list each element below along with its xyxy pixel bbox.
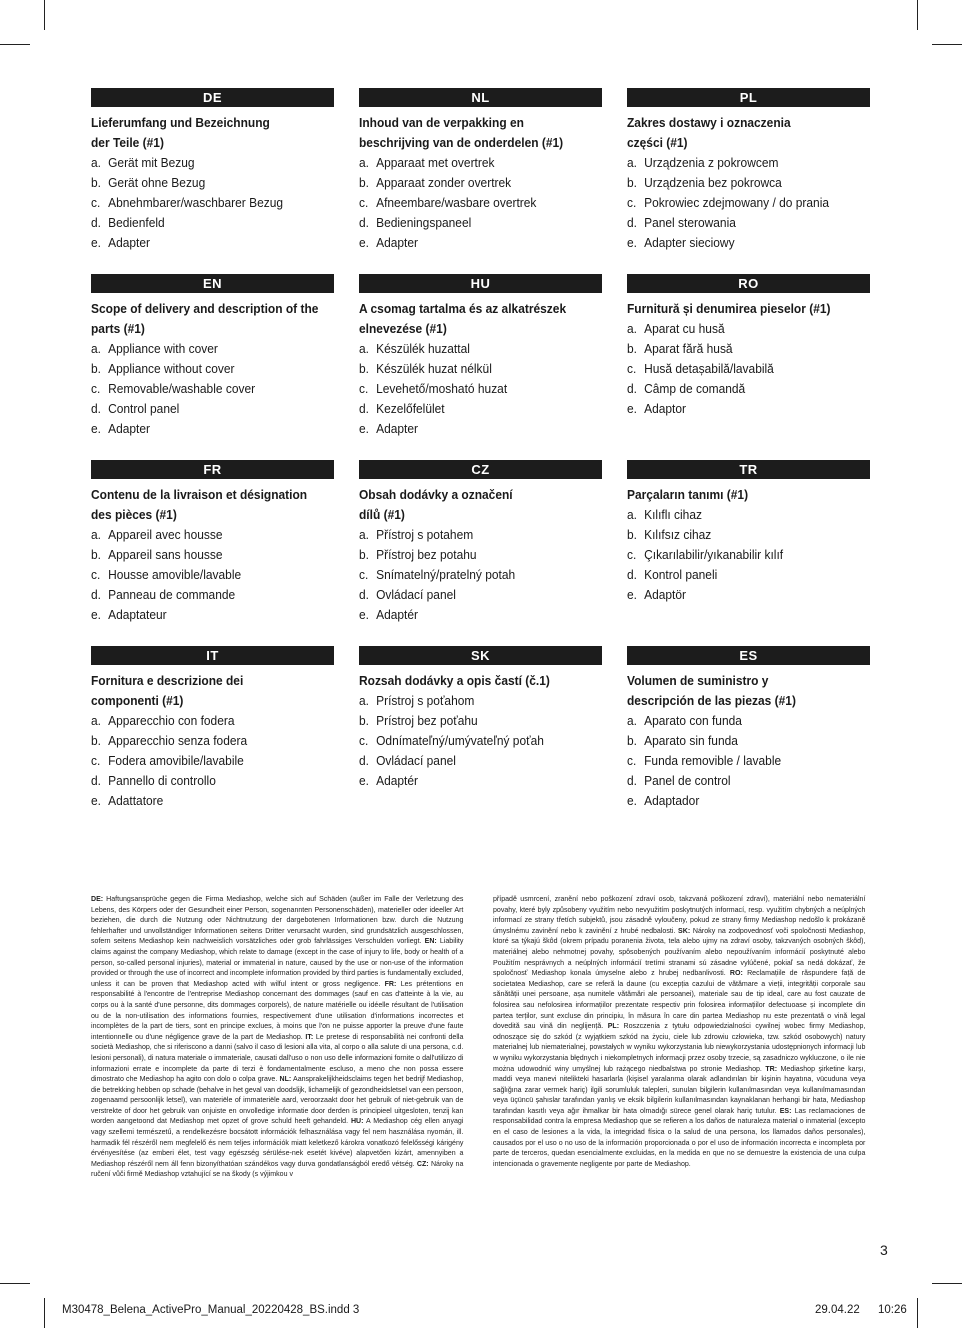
section-title-line: Zakres dostawy i oznaczenia	[627, 115, 791, 130]
list-item	[91, 173, 334, 193]
item-label: Apparecchio con fodera	[108, 713, 235, 728]
block-hu	[359, 274, 602, 439]
item-letter: d.	[359, 753, 369, 768]
section-title	[627, 113, 870, 153]
item-letter: e.	[627, 587, 637, 602]
item-label: Adaptér	[376, 607, 419, 622]
item-letter: c.	[91, 195, 101, 210]
item-letter: a.	[359, 527, 369, 542]
item-label: Appareil avec housse	[108, 527, 223, 542]
section-title-line: descripción de las piezas (#1)	[627, 693, 796, 708]
footer-date: 29.04.22	[815, 1304, 860, 1316]
list-item	[91, 791, 334, 811]
item-letter: e.	[91, 235, 101, 250]
list-item	[359, 585, 602, 605]
language-header: HU	[359, 274, 602, 293]
item-label: Adattatore	[108, 793, 164, 808]
page-number: 3	[880, 1242, 888, 1258]
item-label: Snímatelný/pratelný potah	[376, 567, 516, 582]
parts-list	[627, 319, 870, 419]
list-item	[91, 379, 334, 399]
legal-lang-code: TR:	[765, 1063, 778, 1073]
list-item	[627, 193, 870, 213]
item-label: Panneau de commande	[108, 587, 236, 602]
item-label: Aparato sin funda	[644, 733, 738, 748]
language-header: DE	[91, 88, 334, 107]
list-item	[359, 691, 602, 711]
crop-mark	[917, 0, 918, 30]
item-label: Ovládací panel	[376, 587, 456, 602]
section-title-line: des pièces (#1)	[91, 507, 177, 522]
list-item	[359, 213, 602, 233]
list-item	[91, 193, 334, 213]
list-item	[627, 213, 870, 233]
crop-mark	[0, 1283, 30, 1284]
list-item	[91, 399, 334, 419]
block-de	[91, 88, 334, 253]
list-item	[359, 605, 602, 625]
list-item	[627, 711, 870, 731]
item-letter: b.	[359, 361, 369, 376]
section-title-line: Rozsah dodávky a opis častí (č.1)	[359, 673, 550, 688]
list-item	[359, 233, 602, 253]
item-letter: c.	[627, 361, 637, 376]
list-item	[359, 173, 602, 193]
item-label: Pannello di controllo	[108, 773, 216, 788]
legal-lang-code: ES:	[779, 1105, 792, 1115]
item-letter: e.	[359, 607, 369, 622]
section-title-line: dílů (#1)	[359, 507, 405, 522]
section-title	[359, 485, 602, 525]
section-title-line: Lieferumfang und Bezeichnung	[91, 115, 270, 130]
language-header: NL	[359, 88, 602, 107]
item-letter: d.	[627, 567, 637, 582]
section-title	[91, 671, 334, 711]
list-item	[359, 419, 602, 439]
section-title-line: Scope of delivery and description of the	[91, 301, 319, 316]
item-label: Prístroj s poťahom	[376, 693, 475, 708]
list-item	[359, 545, 602, 565]
parts-list	[359, 525, 602, 625]
list-item	[627, 379, 870, 399]
item-label: Aparato con funda	[644, 713, 742, 728]
section-title	[627, 671, 870, 711]
block-sk	[359, 646, 602, 791]
item-letter: b.	[91, 733, 101, 748]
section-title-line: Parçaların tanımı (#1)	[627, 487, 749, 502]
item-letter: d.	[91, 587, 101, 602]
item-letter: e.	[627, 401, 637, 416]
item-letter: a.	[359, 341, 369, 356]
list-item	[627, 319, 870, 339]
list-item	[627, 771, 870, 791]
item-letter: c.	[91, 567, 101, 582]
block-nl	[359, 88, 602, 253]
legal-lang-code: FR:	[384, 978, 397, 988]
block-cz	[359, 460, 602, 625]
item-letter: c.	[91, 381, 101, 396]
list-item	[91, 339, 334, 359]
section-title-line: der Teile (#1)	[91, 135, 164, 150]
crop-mark	[932, 1283, 962, 1284]
item-letter: d.	[627, 381, 637, 396]
item-letter: d.	[91, 401, 101, 416]
item-letter: c.	[359, 733, 369, 748]
list-item	[91, 359, 334, 379]
item-label: Husă detașabilă/lavabilă	[644, 361, 774, 376]
item-label: Afneembare/wasbare overtrek	[376, 195, 537, 210]
item-letter: d.	[359, 401, 369, 416]
list-item	[627, 585, 870, 605]
item-letter: a.	[627, 713, 637, 728]
item-letter: d.	[91, 773, 101, 788]
legal-text: Aansprakelijkheidsclaims tegen het bedrijf Mediashop, die betrekking hebben op schade (behalve in het geval van doodslijk, lichamelijk of gezondheidsletsel van een persoon, zogenaamd persoonlijk letsel), van materiële of immateriële aard, veroorzaakt door het gebruik of niet-gebruik van de verstrekte of door het gebruik van onjuiste en onvolledige informatie door derden is principieel uitgesloten, tenzij kan worden aangetoond dat Mediashop met opzet of grove schuld heeft gehandeld.	[91, 1074, 464, 1126]
section-title-line: części (#1)	[627, 135, 688, 150]
section-title	[91, 299, 334, 339]
item-label: Kılıflı cihaz	[644, 507, 702, 522]
language-header: ES	[627, 646, 870, 665]
item-label: Adapter	[376, 235, 419, 250]
language-header: RO	[627, 274, 870, 293]
section-title-line: elnevezése (#1)	[359, 321, 447, 336]
legal-lang-code: HU:	[350, 1116, 364, 1126]
item-letter: d.	[359, 215, 369, 230]
list-item	[91, 419, 334, 439]
list-item	[627, 565, 870, 585]
item-letter: c.	[627, 195, 637, 210]
item-letter: b.	[359, 713, 369, 728]
section-title-line: parts (#1)	[91, 321, 145, 336]
section-title	[627, 485, 870, 505]
list-item	[91, 545, 334, 565]
parts-list	[359, 691, 602, 791]
list-item	[359, 153, 602, 173]
legal-text: Nároky na ručení vůči firmě Mediashop vztahující se na škody (s výjimkou v	[91, 1158, 464, 1179]
legal-text: Haftungsansprüche gegen die Firma Mediashop, welche sich auf Schäden (außer im Falle der Verletzung des Lebens, des Körpers oder der Gesundheit einer Person, sogenannten Personenschäden), materieller oder ideeller Art beziehen, die durch die Nutzung oder Nichtnutzung der dargebotenen Informationen bzw. durch die Nutzung fehlerhafter und unvollständiger Informationen seitens Dritter verursacht wurden, sind grundsätzlich ausgeschlossen, sofern seitens Mediashop kein nachweislich vorsätzliches oder grob fahrlässiges Verschulden vorliegt.	[91, 894, 464, 946]
legal-text: Les prétentions en responsabilité à l'encontre de l'entreprise Mediashop concernant des dommages (sauf en cas d'atteinte à la vie, au corps ou à la santé d'une personne, dits dommages corporels), de nature matérielle ou idéelle résultant de l'utilisation ou de la non-utilisation des informations fournies, respectivement d'une utilisation d'informations incorrectes et incomplètes de la part de tiers, sont en principe exclues, à moins que l'on ne puisse apporter la preuve d'une faute intentionnelle ou d'une négligence grave de la part de Mediashop.	[91, 978, 464, 1041]
parts-list	[359, 339, 602, 439]
list-item	[359, 771, 602, 791]
legal-lang-code: CZ:	[416, 1158, 429, 1168]
legal-text: A Mediashop cég ellen anyagi vagy szellemi természetű, a rendelkezésre bocsátott információk felhasználása vagy fel nem használása nyomán, ill. harmadik fél részéről nem megfelelő és nem teljes információk miatt keletkező károkra vonatkozó felelősségi kárigény érvényesítése (az emberi élet, test vagy egészség sérülése-nek esetét kivéve) alapvetően kizárt, amennyiben a Mediashop részéről nem áll fenn bizonyíthatóan szándékos vagy durva gondatlanságból eredő vétség.	[91, 1116, 464, 1168]
crop-mark	[932, 44, 962, 45]
item-label: Fodera amovibile/lavabile	[108, 753, 244, 768]
list-item	[627, 233, 870, 253]
block-it	[91, 646, 334, 811]
list-item	[91, 153, 334, 173]
list-item	[91, 711, 334, 731]
item-label: Adaptér	[376, 773, 419, 788]
list-item	[627, 359, 870, 379]
list-item	[359, 731, 602, 751]
list-item	[627, 505, 870, 525]
section-title-line: A csomag tartalma és az alkatrészek	[359, 301, 567, 316]
item-letter: b.	[627, 175, 637, 190]
item-label: Adaptor	[644, 401, 687, 416]
list-item	[627, 339, 870, 359]
section-title-line: Contenu de la livraison et désignation	[91, 487, 308, 502]
item-label: Přístroj bez potahu	[376, 547, 477, 562]
language-header: TR	[627, 460, 870, 479]
item-letter: c.	[359, 381, 369, 396]
item-label: Aparat cu husă	[644, 321, 725, 336]
list-item	[91, 585, 334, 605]
list-item	[91, 525, 334, 545]
footer-filename: M30478_Belena_ActivePro_Manual_20220428_BS.indd 3	[62, 1304, 360, 1316]
legal-text: Le pretese di responsabilità nei confronti della società Mediashop, che si riferiscono a danni (salvo il caso di lesioni alla vita, al corpo o alla salute di una persona, c.d. lesioni personali), di natura materiale o immateriale, causati dall'uso o non uso delle informazioni fornite o dall'utilizzo di informazioni errate e incomplete da parte di terzi è fondamentalmente escluso, a meno che non possa essere dimostrato che Mediashop ha agito con dolo o colpa grave.	[91, 1031, 464, 1084]
list-item	[91, 213, 334, 233]
parts-list	[91, 711, 334, 811]
section-title-line: Obsah dodávky a označení	[359, 487, 513, 502]
item-letter: d.	[627, 215, 637, 230]
item-label: Prístroj bez poťahu	[376, 713, 478, 728]
item-letter: b.	[627, 527, 637, 542]
item-letter: a.	[359, 155, 369, 170]
legal-lang-code: RO:	[729, 968, 743, 978]
legal-lang-code: DE:	[91, 894, 104, 903]
language-header: IT	[91, 646, 334, 665]
list-item	[359, 399, 602, 419]
item-label: Câmp de comandă	[644, 381, 746, 396]
item-label: Appliance with cover	[108, 341, 218, 356]
parts-list	[359, 153, 602, 253]
crop-mark	[44, 1298, 45, 1328]
parts-list	[627, 153, 870, 253]
parts-list	[91, 339, 334, 439]
block-pl	[627, 88, 870, 253]
item-label: Adaptador	[644, 793, 700, 808]
list-item	[91, 605, 334, 625]
list-item	[91, 233, 334, 253]
language-header: PL	[627, 88, 870, 107]
item-letter: e.	[627, 793, 637, 808]
item-letter: e.	[359, 773, 369, 788]
block-fr	[91, 460, 334, 625]
language-header: EN	[91, 274, 334, 293]
item-label: Funda removible / lavable	[644, 753, 782, 768]
list-item	[359, 193, 602, 213]
item-letter: c.	[91, 753, 101, 768]
section-title	[359, 299, 602, 339]
legal-lang-code: EN:	[424, 936, 437, 946]
list-item	[627, 525, 870, 545]
item-letter: e.	[91, 607, 101, 622]
item-label: Apparecchio senza fodera	[108, 733, 248, 748]
item-label: Çıkarılabilir/yıkanabilir kılıf	[644, 547, 784, 562]
item-letter: c.	[627, 547, 637, 562]
list-item	[359, 339, 602, 359]
item-label: Control panel	[108, 401, 180, 416]
list-item	[91, 565, 334, 585]
crop-mark	[44, 0, 45, 30]
block-en	[91, 274, 334, 439]
list-item	[627, 173, 870, 193]
list-item	[359, 525, 602, 545]
legal-text: případě usmrcení, zranění nebo poškození zdraví osob, takzvaná poškození zdraví), materiální nebo nemateriální povahy, které byly způsobeny využitím nebo nevyužitím poskytnutých informací, resp. využitím chybných a neúplných informací ze strany třetích subjektů, jsou zásadně vyloučeny, pokud ze strany firmy Mediashop nedošlo k prokázaně úmyslnému zavinění nebo k zavinění z hrubé nedbalosti.	[493, 894, 866, 935]
item-label: Adapter	[108, 421, 151, 436]
parts-list	[627, 505, 870, 605]
item-label: Adaptör	[644, 587, 687, 602]
legal-lang-code: NL:	[279, 1074, 292, 1084]
list-item	[359, 751, 602, 771]
item-letter: d.	[359, 587, 369, 602]
item-label: Gerät mit Bezug	[108, 155, 195, 170]
legal-text: Reclamațiile de răspundere față de societatea Mediashop, care se referă la daune (cu excepția cazului de vătămare a vieții, integrității corporale sau sănătății unei persoane, așa numitele vătămări ale persoanei), materiale sau de tip ideal, care au fost cauzate de folosirea sau nefolosirea informațiilor prezentate respectiv prin folosirea informațiilor defectuoase și incomplete din partea terților, sunt excluse din principiu, în măsura în care din partea Mediashop nu este prezentată o vină legal dovedită sau vină din neglijență.	[493, 968, 866, 1031]
item-label: Panel sterowania	[644, 215, 736, 230]
legal-lang-code: SK:	[678, 925, 691, 935]
language-header: FR	[91, 460, 334, 479]
legal-disclaimer-left	[91, 894, 463, 1180]
legal-disclaimer-right	[493, 894, 865, 1169]
item-label: Appareil sans housse	[108, 547, 223, 562]
item-letter: e.	[91, 421, 101, 436]
item-label: Přístroj s potahem	[376, 527, 474, 542]
item-label: Gerät ohne Bezug	[108, 175, 206, 190]
item-label: Kontrol paneli	[644, 567, 718, 582]
item-letter: e.	[359, 421, 369, 436]
block-ro	[627, 274, 870, 419]
item-label: Abnehmbarer/waschbarer Bezug	[108, 195, 284, 210]
item-label: Pokrowiec zdejmowany / do prania	[644, 195, 830, 210]
item-letter: a.	[91, 155, 101, 170]
item-letter: c.	[359, 567, 369, 582]
legal-lang-code: IT:	[305, 1031, 314, 1041]
list-item	[627, 751, 870, 771]
item-label: Urządzenia z pokrowcem	[644, 155, 779, 170]
item-letter: e.	[359, 235, 369, 250]
item-label: Housse amovible/lavable	[108, 567, 242, 582]
parts-list	[91, 153, 334, 253]
item-label: Removable/washable cover	[108, 381, 256, 396]
item-letter: a.	[627, 155, 637, 170]
item-label: Odnímateľný/umývateľný poťah	[376, 733, 544, 748]
item-letter: e.	[91, 793, 101, 808]
item-letter: a.	[91, 713, 101, 728]
item-label: Kılıfsız cihaz	[644, 527, 712, 542]
item-label: Urządzenia bez pokrowca	[644, 175, 782, 190]
list-item	[627, 791, 870, 811]
section-title-line: beschrijving van de onderdelen (#1)	[359, 135, 564, 150]
section-title-line: Volumen de suministro y	[627, 673, 769, 688]
section-title	[359, 113, 602, 153]
legal-text: Las reclamaciones de responsabilidad contra la empresa Mediashop que se refieren a los daños de naturaleza material o inmaterial (excepto en el caso de lesiones a la vida, la integridad física o la salud de una persona, los llamados daños personales), causados por el uso o no uso de la información proporcionada o por el uso de información incorrecta e incompleta por parte de terceros, quedan esencialmente excluidas, en la medida en que no se demuestre la existencia de una culpa intencionada o gravemente negligente por parte de Mediashop.	[493, 1105, 866, 1168]
section-title	[359, 671, 602, 691]
item-label: Adapter sieciowy	[644, 235, 735, 250]
item-label: Appliance without cover	[108, 361, 235, 376]
legal-text: Roszczenia z tytułu odpowiedzialności cywilnej wobec firmy Mediashop, odnoszące się do szkód (z wyjątkiem szkód na życiu, ciele lub zdrowiu człowieka, tzw. szkód osobowych) natury materialnej lub niematerialnej, powstałych w wyniku wykorzystania lub niewykorzystania udostępnionych informacji lub w wyniku wykorzystania błędnych i niekompletnych informacji przez osoby trzecie, są zasadniczo wykluczone, o ile nie można udowodnić winy umyślnej lub rażącego niedbalstwa po stronie Mediashop.	[493, 1021, 866, 1073]
item-label: Kezelőfelület	[376, 401, 445, 416]
crop-mark	[0, 44, 30, 45]
crop-mark	[917, 1298, 918, 1328]
section-title	[627, 299, 870, 319]
language-header: CZ	[359, 460, 602, 479]
section-title-line: componenti (#1)	[91, 693, 184, 708]
item-letter: a.	[627, 507, 637, 522]
item-label: Adapter	[376, 421, 419, 436]
section-title	[91, 485, 334, 525]
item-label: Panel de control	[644, 773, 731, 788]
legal-text: Liability claims against the company Mediashop, which relate to damage (except in the case of injury to life, body or health of a person, so-called personal injuries), material or immaterial in nature, caused by the use or non-use of the information provided or through the use of incorrect and incomplete information provided by third parties is fundamentally excluded, unless it can be proven that Mediashop acted with wilful intent or gross negligence.	[91, 936, 464, 988]
list-item	[91, 771, 334, 791]
section-title-line: Furnitură și denumirea pieselor (#1)	[627, 301, 831, 316]
item-label: Apparaat met overtrek	[376, 155, 495, 170]
item-letter: e.	[627, 235, 637, 250]
item-label: Levehető/mosható huzat	[376, 381, 508, 396]
item-letter: b.	[91, 361, 101, 376]
item-label: Bedieningspaneel	[376, 215, 472, 230]
item-label: Adapter	[108, 235, 151, 250]
list-item	[627, 731, 870, 751]
item-label: Készülék huzattal	[376, 341, 470, 356]
item-letter: d.	[91, 215, 101, 230]
list-item	[627, 545, 870, 565]
parts-list	[91, 525, 334, 625]
list-item	[359, 711, 602, 731]
section-title-line: Fornitura e descrizione dei	[91, 673, 244, 688]
footer-time: 10:26	[878, 1304, 907, 1316]
list-item	[359, 565, 602, 585]
list-item	[91, 751, 334, 771]
item-label: Apparaat zonder overtrek	[376, 175, 512, 190]
item-letter: b.	[627, 341, 637, 356]
item-letter: b.	[91, 547, 101, 562]
language-header: SK	[359, 646, 602, 665]
item-letter: a.	[91, 341, 101, 356]
block-tr	[627, 460, 870, 605]
item-letter: b.	[359, 547, 369, 562]
parts-list	[627, 711, 870, 811]
item-label: Bedienfeld	[108, 215, 165, 230]
legal-text: Nároky na zodpovednosť voči spoločnosti Mediashop, ktoré sa týkajú škôd (okrem prípadu poranenia života, tela alebo ujmy na zdraví osoby, takzvaných osobných škôd), materiálnej alebo nehmotnej povahy, spôsobených používaním alebo nepoužívaním informácií poskytnuté alebo Použitím nesprávnych a neúplných informácií tretími stranami sú zásadne vylúčené, pokiaľ sa nedá dokázať, že spoločnosť Mediashop konala úmyselne alebo z hrubej nedbanlivosti.	[493, 925, 866, 978]
item-label: Aparat fără husă	[644, 341, 733, 356]
item-letter: b.	[91, 175, 101, 190]
block-es	[627, 646, 870, 811]
item-letter: b.	[359, 175, 369, 190]
section-title-line: Inhoud van de verpakking en	[359, 115, 524, 130]
item-letter: d.	[627, 773, 637, 788]
item-letter: a.	[627, 321, 637, 336]
item-letter: c.	[627, 753, 637, 768]
item-letter: b.	[627, 733, 637, 748]
item-label: Ovládací panel	[376, 753, 456, 768]
list-item	[627, 153, 870, 173]
list-item	[359, 359, 602, 379]
legal-text: Mediashop şirketine karşı, maddi veya manevi nitelikteki hasarlarla (kişisel yaralanma olarak adlandırılan bir kişinin hayatına, vücuduna veya sağlığına zarar vermek hariç) ilgili sorumluluk talepleri, sunulan bilgilerin kullanılmasından veya kullanılmamasından veya üçüncü şahıslar tarafından yanlış ve eksik bilgilerin kullanılmasından kaynaklanan herhangi bir hata, Mediashop tarafından kasıtlı veya ağır ihmalkar bir hata olmadığı sürece genel olarak hariç tutulur.	[493, 1063, 866, 1115]
item-letter: a.	[91, 527, 101, 542]
list-item	[359, 379, 602, 399]
item-label: Adaptateur	[108, 607, 167, 622]
list-item	[627, 399, 870, 419]
item-label: Készülék huzat nélkül	[376, 361, 492, 376]
item-letter: a.	[359, 693, 369, 708]
legal-lang-code: PL:	[607, 1021, 620, 1031]
item-letter: c.	[359, 195, 369, 210]
list-item	[91, 731, 334, 751]
section-title	[91, 113, 334, 153]
